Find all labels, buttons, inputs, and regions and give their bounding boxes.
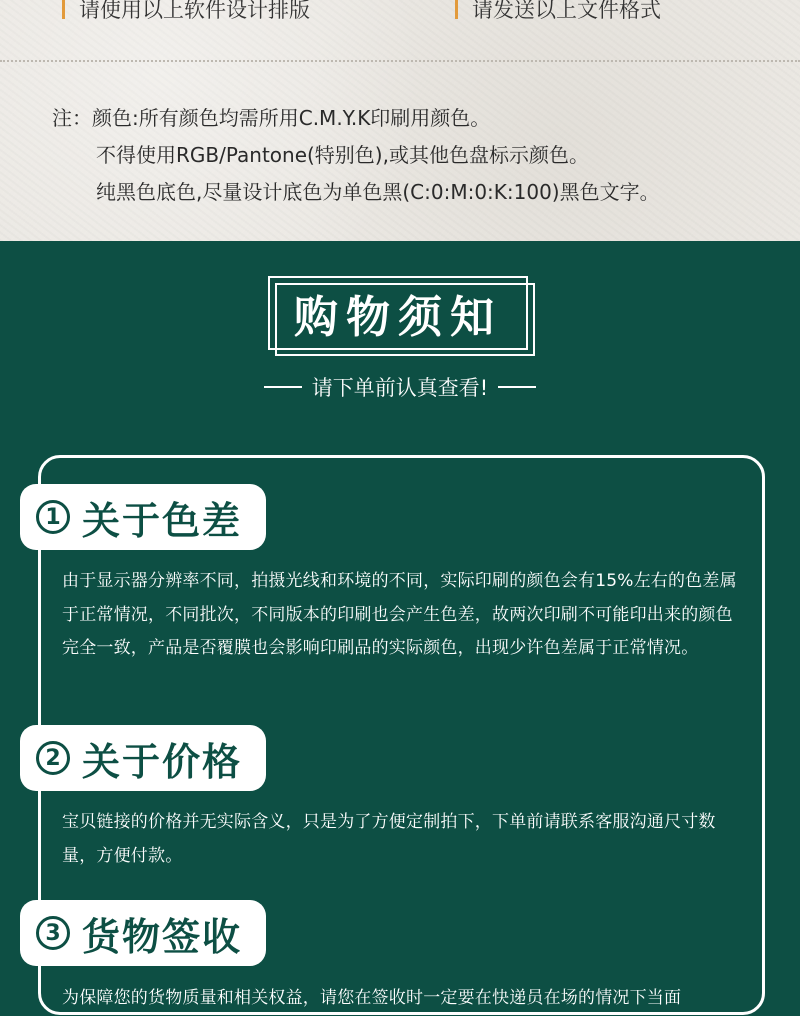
file-format-note-text: 请发送以上文件格式 xyxy=(472,0,661,22)
file-format-note xyxy=(455,0,661,24)
software-note xyxy=(62,0,310,24)
software-note-text: 请使用以上软件设计排版 xyxy=(79,0,310,22)
note-line-1: 颜色:所有颜色均需所用C.M.Y.K印刷用颜色。 xyxy=(92,106,491,130)
section-body-color-difference: 由于显示器分辨率不同，拍摄光线和环境的不同，实际印刷的颜色会有15%左右的色差属于正常情况，不同批次，不同版本的印刷也会产生色差，故两次印刷不可能印出来的颜色完全一致，产品是否覆膜也会影响印刷品的实际颜色，出现少许色差属于正常情况。 xyxy=(62,571,737,658)
section-heading-price xyxy=(20,725,266,791)
note-line-2: 不得使用RGB/Pantone(特别色),或其他色盘标示颜色。 xyxy=(96,143,589,167)
color-note xyxy=(52,100,660,211)
subtitle-right-rule xyxy=(498,386,536,388)
accent-bar xyxy=(455,0,458,19)
upper-textured-section xyxy=(0,0,800,241)
section-body-delivery: 为保障您的货物质量和相关权益，请您在签收时一定要在快递员在场的情况下当面 xyxy=(62,988,682,1008)
page-title: 购物须知 xyxy=(294,292,502,343)
section-number-badge: 3 xyxy=(36,916,70,950)
section-heading-color-difference xyxy=(20,484,266,550)
subtitle-text: 请下单前认真查看! xyxy=(311,376,489,400)
dotted-divider xyxy=(0,60,800,62)
note-prefix: 注： xyxy=(52,106,92,130)
subtitle-row xyxy=(0,372,800,402)
section-number-badge: 1 xyxy=(36,500,70,534)
section-number-badge: 2 xyxy=(36,741,70,775)
section-heading-delivery xyxy=(20,900,266,966)
section-body-price: 宝贝链接的价格并无实际含义，只是为了方便定制拍下，下单前请联系客服沟通尺寸数量，方便付款。 xyxy=(62,812,716,866)
section-title: 关于价格 xyxy=(82,739,243,784)
section-title: 关于色差 xyxy=(82,498,243,543)
subtitle-left-rule xyxy=(264,386,302,388)
note-line-3: 纯黑色底色,尽量设计底色为单色黑(C:0:M:0:K:100)黑色文字。 xyxy=(96,180,660,204)
accent-bar xyxy=(62,0,65,19)
title-frame xyxy=(268,276,528,350)
section-title: 货物签收 xyxy=(82,914,243,959)
